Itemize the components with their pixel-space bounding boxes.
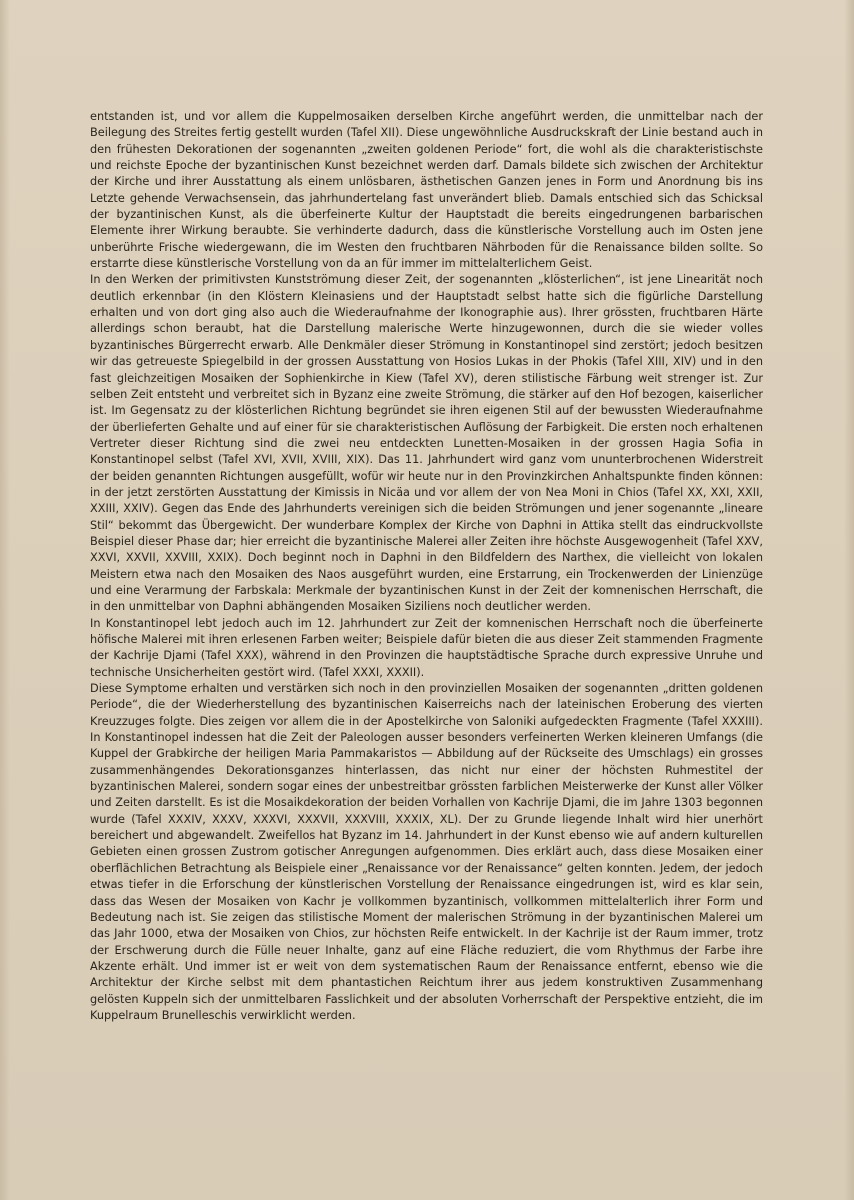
page-edge-left [0,0,10,1200]
paragraph-3: In Konstantinopel lebt jedoch auch im 12. Jahrhundert zur Zeit der komnenischen Herrschaft noch die überfeinerte höfische Malerei mit ihren erlesenen Farben weiter; Beispiele dafür bieten die aus dieser Zeit stammenden Fragmente der Kachrije Djami (Tafel XXX), während in den Provinzen die hauptstädtische Sprache durch expressive Unruhe und technische Unsicherheiten gestört wird. (Tafel XXXI, XXXII). [90,616,763,679]
page-edge-right [844,0,854,1200]
body-text [90,109,763,1024]
paragraph-2: In den Werken der primitivsten Kunstströmung dieser Zeit, der sogenannten „klösterlichen“, ist jene Linearität noch deutlich erkennbar (in den Klöstern Kleinasiens und der Hauptstadt selbst hatte sich die figürliche Darstellung erhalten und von dort ging also auch die Wiederaufnahme der Ikonographie aus). Ihrer grössten, fruchtbaren Härte allerdings schon beraubt, hat die Darstellung malerische Werte hinzugewonnen, durch die sie wieder volles byzantinisches Bürgerrecht erwarb. Alle Denkmäler dieser Strömung in Konstantinopel sind zerstört; jedoch besitzen wir das getreueste Spiegelbild in der grossen Ausstattung von Hosios Lukas in der Phokis (Tafel XIII, XIV) und in den fast gleichzeitigen Mosaiken der Sophienkirche in Kiew (Tafel XV), deren stilistische Färbung weit strenger ist. Zur selben Zeit entsteht und verbreitet sich in Byzanz eine zweite Strömung, die stärker auf den Hof bezogen, kaiserlicher ist. Im Gegensatz zu der klösterlichen Richtung begründet sie ihren eigenen Stil auf der bewussten Wiederaufnahme der überlieferten Gehalte und auf einer für sie charakteristischen Auflösung der Farbigkeit. Die ersten noch erhaltenen Vertreter dieser Richtung sind die zwei neu entdeckten Lunetten-Mosaiken in der grossen Hagia Sofia in Konstantinopel selbst (Tafel XVI, XVII, XVIII, XIX). Das 11. Jahrhundert wird ganz vom ununterbrochenen Widerstreit der beiden genannten Richtungen ausgefüllt, wofür wir heute nur in den Provinzkirchen Anhaltspunkte finden können: in der jetzt zerstörten Ausstattung der Kimissis in Nicäa und vor allem der von Nea Moni in Chios (Tafel XX, XXI, XXII, XXIII, XXIV). Gegen das Ende des Jahrhunderts vereinigen sich die beiden Strömungen und jener sogenannte „lineare Stil“ bekommt das Übergewicht. Der wunderbare Komplex der Kirche von Daphni in Attika stellt das eindruckvollste Beispiel dieser Phase dar; hier erreicht die byzantinische Malerei aller Zeiten ihre höchste Ausgewogenheit (Tafel XXV, XXVI, XXVII, XXVIII, XXIX). Doch beginnt noch in Daphni in den Bildfeldern des Narthex, die vielleicht von lokalen Meistern etwa nach den Mosaiken des Naos ausgeführt wurden, eine Erstarrung, ein Trockenwerden der Linienzüge und eine Verarmung der Farbskala: Merkmale der byzantinischen Kunst in der Zeit der komnenischen Herrschaft, die in den unmittelbar von Daphni abhängenden Mosaiken Siziliens noch deutlicher werden. [90,273,763,614]
paragraph-1: entstanden ist, und vor allem die Kuppelmosaiken derselben Kirche angeführt werden, die unmittelbar nach der Beilegung des Streites fertig gestellt wurden (Tafel XII). Diese ungewöhnliche Ausdruckskraft der Linie bestand auch in den frühesten Dekorationen der sogenannten „zweiten goldenen Periode“ fort, die wohl als die charakteristischste und reichste Epoche der byzantinischen Kunst bezeichnet werden darf. Damals bildete sich zwischen der Architektur der Kirche und ihrer Ausstattung als einem unlösbaren, ästhetischen Ganzen jenes in Form und Anordnung bis ins Letzte gehende Verwachsensein, das jahrhundertelang fast unverändert blieb. Damals entschied sich das Schicksal der byzantinischen Kunst, als die überfeinerte Kultur der Hauptstadt die bereits eingedrungenen barbarischen Elemente ihrer Wirkung beraubte. Sie verhinderte dadurch, dass die künstlerische Vorstellung auch im Osten jene unberührte Frische wiedergewann, die im Westen den fruchtbaren Nährboden für die Renaissance bilden sollte. So erstarrte diese künstlerische Vorstellung von da an für immer im mittelalterlichem Geist. [90,110,763,271]
paragraph-4: Diese Symptome erhalten und verstärken sich noch in den provinziellen Mosaiken der sogenannten „dritten goldenen Periode“, die der Wiederherstellung des byzantinischen Kaiserreichs nach der lateinischen Eroberung des vierten Kreuzzuges folgte. Dies zeigen vor allem die in der Apostelkirche von Saloniki aufgedeckten Fragmente (Tafel XXXIII). In Konstantinopel indessen hat die Zeit der Paleologen ausser besonders verfeinerten Werken kleineren Umfangs (die Kuppel der Grabkirche der heiligen Maria Pammakaristos — Abbildung auf der Rückseite des Umschlags) ein grosses zusammenhängendes Dekorationsganzes hinterlassen, das nicht nur einer der höchsten Ruhmestitel der byzantinischen Malerei, sondern sogar eines der unbestreitbar grössten farblichen Meisterwerke der Kunst aller Völker und Zeiten darstellt. Es ist die Mosaikdekoration der beiden Vorhallen von Kachrije Djami, die im Jahre 1303 begonnen wurde (Tafel XXXIV, XXXV, XXXVI, XXXVII, XXXVIII, XXXIX, XL). Der zu Grunde liegende Inhalt wird hier unerhört bereichert und abgewandelt. Zweifellos hat Byzanz im 14. Jahrhundert in der Kunst ebenso wie auf andern kulturellen Gebieten einen grossen Zustrom gotischer Anregungen aufgenommen. Dies erklärt auch, dass diese Mosaiken einer oberflächlichen Betrachtung als Beispiele einer „Renaissance vor der Renaissance“ gelten konnten. Jedem, der jedoch etwas tiefer in die Erforschung der künstlerischen Vorstellung der Renaissance eingedrungen ist, wird es klar sein, dass das Wesen der Mosaiken von Kachr je vollkommen byzantinisch, vollkommen mittelalterlich ihrer Form und Bedeutung nach ist. Sie zeigen das stilistische Moment der malerischen Strömung in der byzantinischen Malerei um das Jahr 1000, etwa der Mosaiken von Chios, zur höchsten Reife entwickelt. In der Kachrije ist der Raum immer, trotz der Erschwerung durch die Fülle neuer Inhalte, ganz auf eine Fläche reduziert, die vom Rhythmus der Farbe ihre Akzente erhält. Und immer ist er weit von dem systematischen Raum der Renaissance entfernt, ebenso wie die Architektur der Kirche selbst mit dem phantastichen Reichtum ihrer aus jedem konstruktiven Zusammenhang gelösten Kuppeln sich der unmittelbaren Fasslichkeit und der absoluten Vorherrschaft der Perspektive entzieht, die im Kuppelraum Brunelleschis verwirklicht werden. [90,682,763,1022]
